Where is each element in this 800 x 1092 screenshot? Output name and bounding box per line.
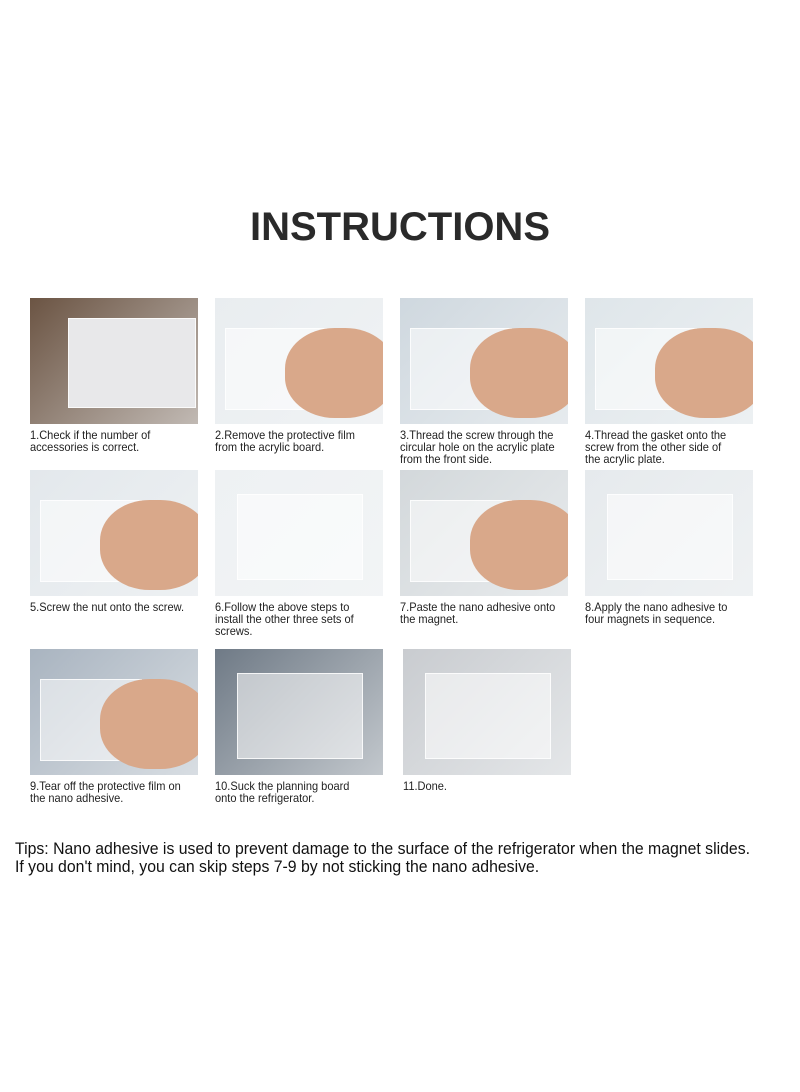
- step-2: [215, 298, 395, 453]
- hand: [470, 500, 568, 590]
- step-4: [585, 298, 765, 465]
- step-5: [30, 470, 210, 613]
- acrylic-board: [607, 494, 733, 580]
- step-3: [400, 298, 580, 465]
- hand: [100, 679, 198, 769]
- step-caption: 9.Tear off the protective film on the nano adhesive.: [30, 779, 181, 805]
- step-1: [30, 298, 210, 453]
- hand: [100, 500, 198, 590]
- step-caption: 1.Check if the number of accessories is correct.: [30, 428, 151, 454]
- step-caption: 8.Apply the nano adhesive to four magnets in sequence.: [585, 600, 728, 626]
- step-8: [585, 470, 765, 625]
- step-photo: [215, 298, 383, 424]
- step-caption: 7.Paste the nano adhesive onto the magnet.: [400, 600, 556, 626]
- acrylic-board: [237, 673, 363, 759]
- acrylic-board: [68, 318, 196, 408]
- step-11: [403, 649, 583, 792]
- step-photo: [215, 649, 383, 775]
- step-caption: 5.Screw the nut onto the screw.: [30, 600, 185, 614]
- step-6: [215, 470, 395, 637]
- tips-line-1: Tips: Nano adhesive is used to prevent damage to the surface of the refrigerator when the magnet slides.: [15, 839, 751, 858]
- step-photo: [400, 298, 568, 424]
- acrylic-board: [425, 673, 551, 759]
- step-caption: 10.Suck the planning board onto the refrigerator.: [215, 779, 350, 805]
- step-caption: 3.Thread the screw through the circular hole on the acrylic plate from the front side.: [400, 428, 555, 466]
- step-caption: 11.Done.: [403, 779, 447, 793]
- step-photo: [30, 298, 198, 424]
- step-photo: [403, 649, 571, 775]
- step-photo: [30, 649, 198, 775]
- hand: [285, 328, 383, 418]
- step-9: [30, 649, 210, 804]
- step-photo: [400, 470, 568, 596]
- step-caption: 6.Follow the above steps to install the other three sets of screws.: [215, 600, 354, 638]
- tips-text: [15, 840, 750, 876]
- step-photo: [585, 298, 753, 424]
- step-photo: [30, 470, 198, 596]
- hand: [655, 328, 753, 418]
- page-title: INSTRUCTIONS: [250, 205, 550, 249]
- tips-line-2: If you don't mind, you can skip steps 7-9 by not sticking the nano adhesive.: [15, 857, 540, 876]
- step-photo: [585, 470, 753, 596]
- step-caption: 2.Remove the protective film from the acrylic board.: [215, 428, 355, 454]
- step-10: [215, 649, 395, 804]
- step-7: [400, 470, 580, 625]
- step-caption: 4.Thread the gasket onto the screw from the other side of the acrylic plate.: [585, 428, 727, 466]
- acrylic-board: [237, 494, 363, 580]
- hand: [470, 328, 568, 418]
- step-photo: [215, 470, 383, 596]
